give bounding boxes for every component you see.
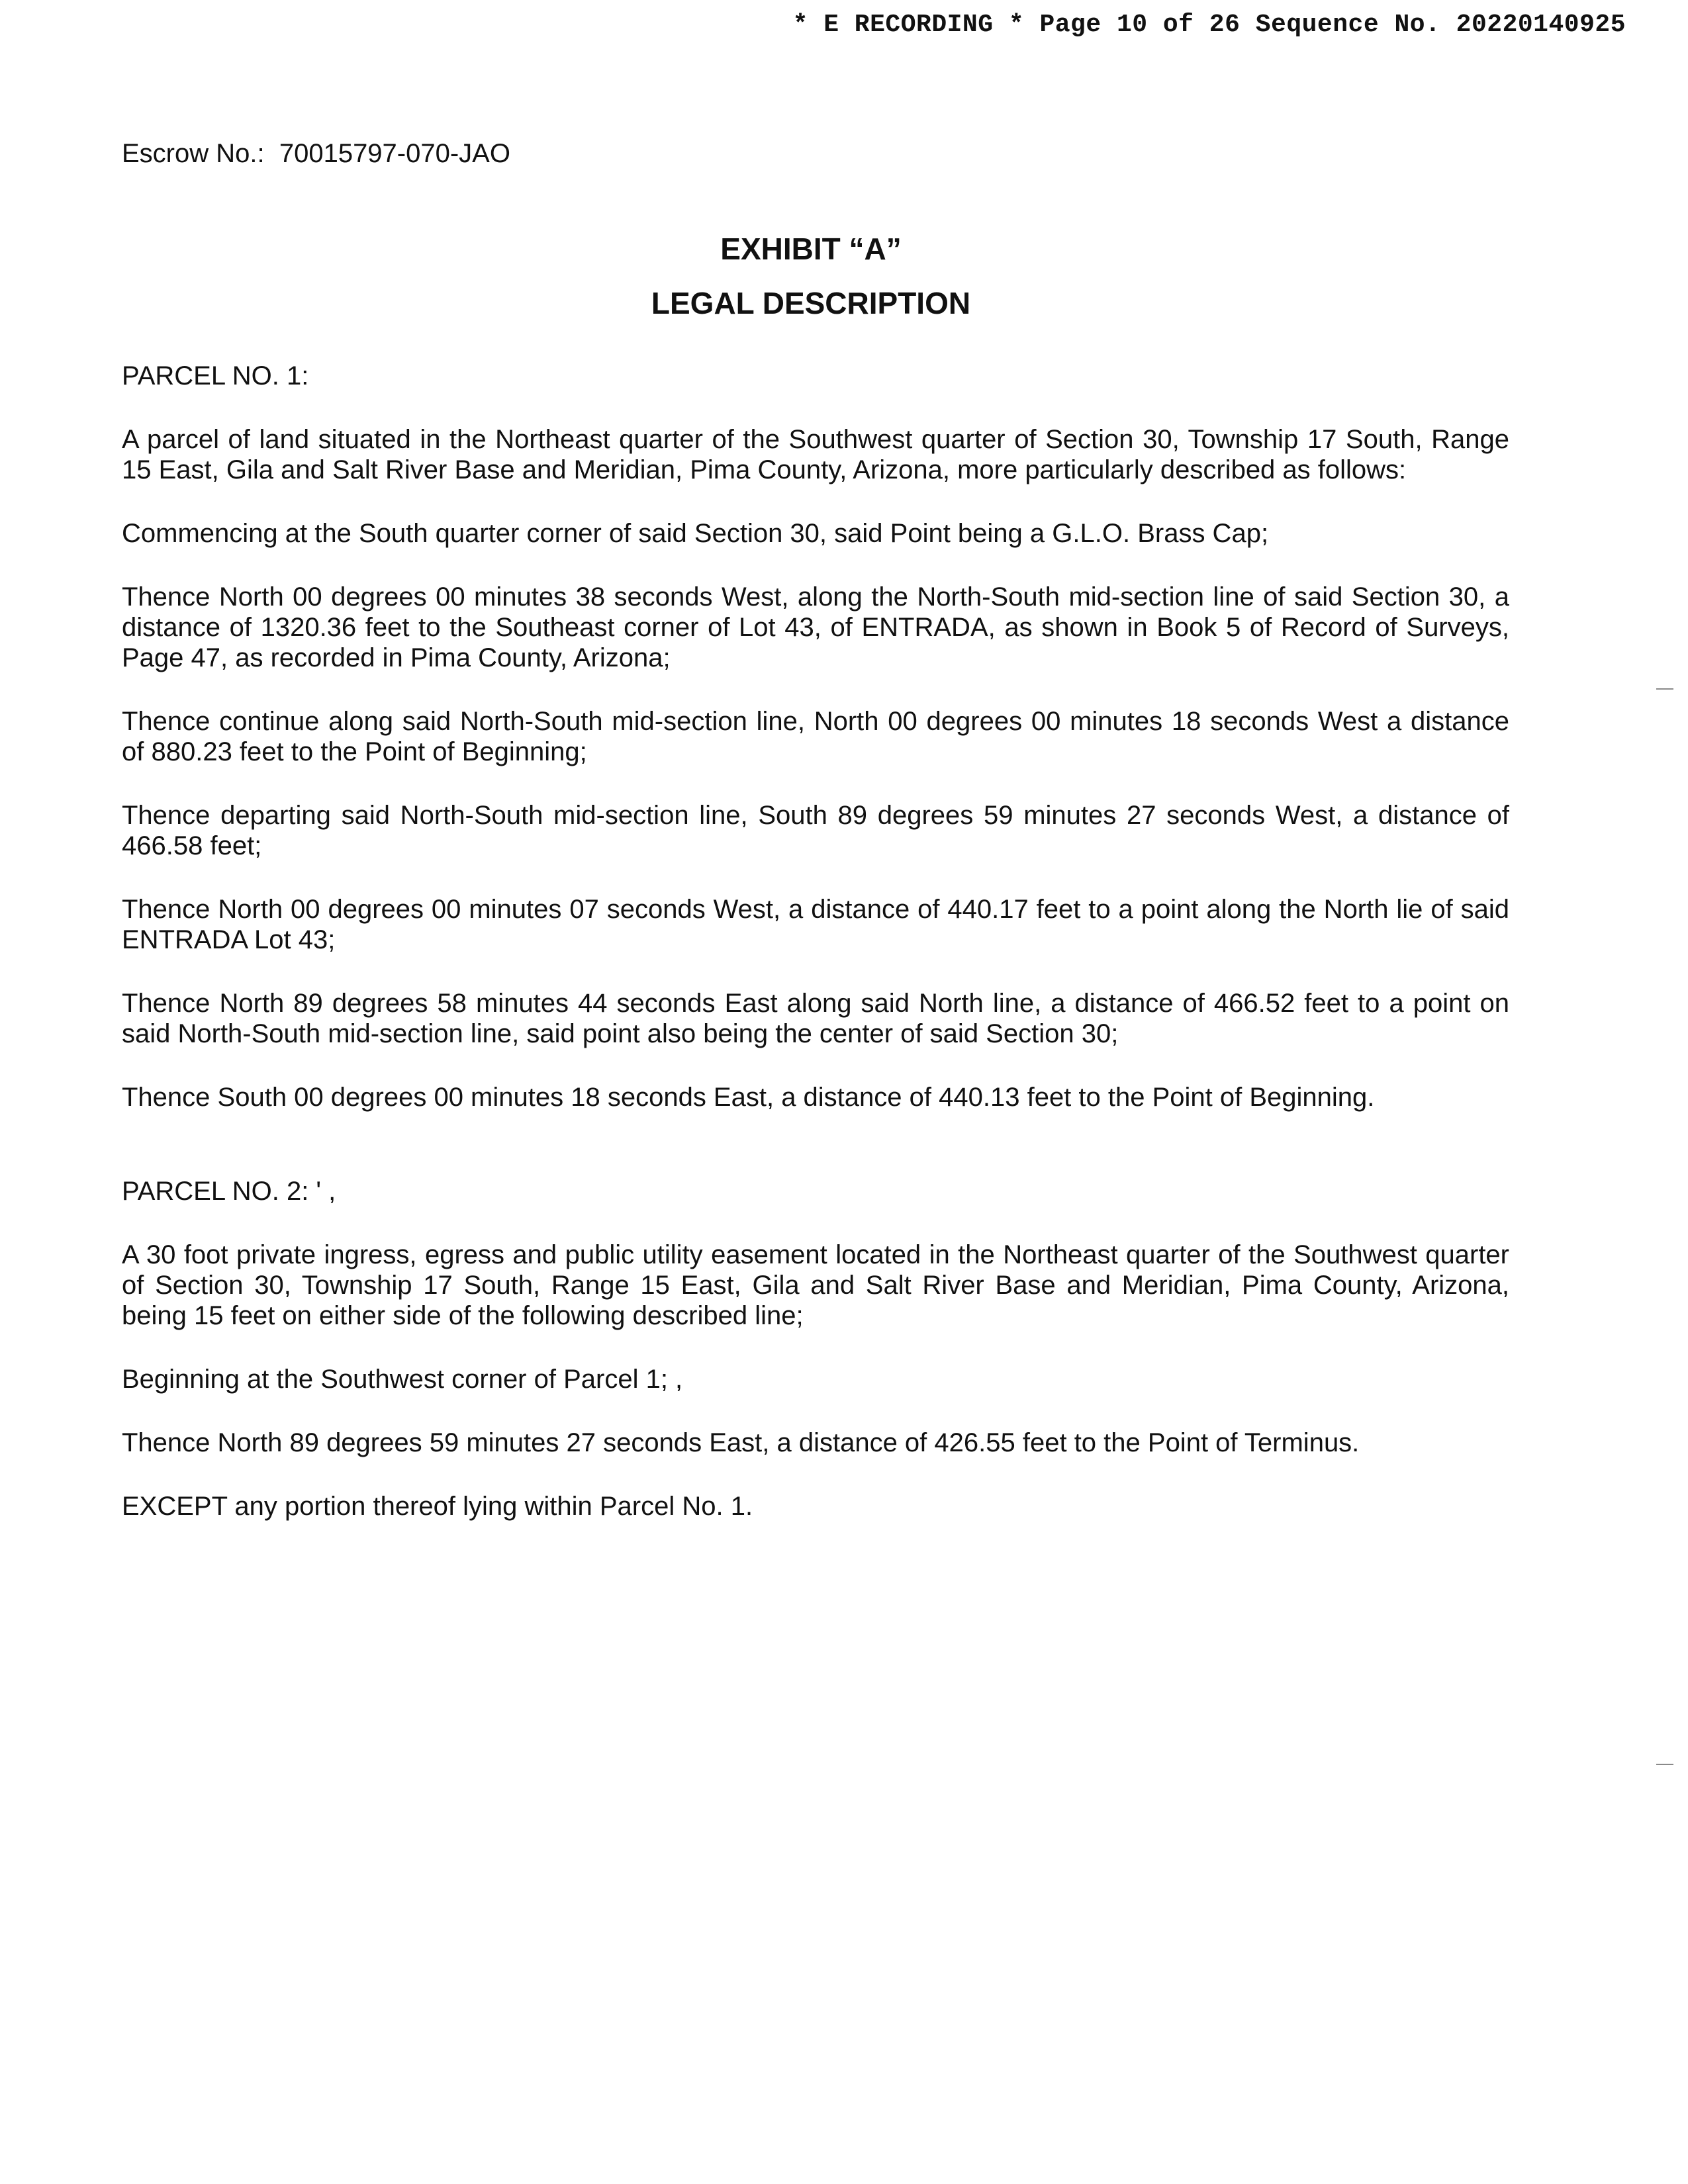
scan-margin-mark — [1656, 688, 1673, 690]
parcel-2-paragraph: EXCEPT any portion thereof lying within Parcel No. 1. — [122, 1492, 753, 1521]
exhibit-title: EXHIBIT “A” — [720, 232, 902, 266]
parcel-1-paragraph: A parcel of land situated in the Northeast quarter of the Southwest quarter of Section 30, Township 17 South, Range 15 East, Gila and Salt River Base and Meridian, Pima County, Arizona, more particularly described as follows: — [122, 425, 1509, 484]
parcel-2-paragraph: Thence North 89 degrees 59 minutes 27 seconds East, a distance of 426.55 feet to the Point of Terminus. — [122, 1428, 1360, 1457]
parcel-2-paragraph: A 30 foot private ingress, egress and public utility easement located in the Northeast quarter of the Southwest quarter of Section 30, Township 17 South, Range 15 East, Gila and Salt River Base and Meridian, Pima County, Arizona, being 15 feet on either side of the following described line; — [122, 1240, 1509, 1330]
parcel-1-paragraph: Thence North 89 degrees 58 minutes 44 seconds East along said North line, a distance of 466.52 feet to a point on said North-South mid-section line, said point also being the center of said Section 30; — [122, 989, 1509, 1048]
parcel-1-paragraph: Thence North 00 degrees 00 minutes 07 seconds West, a distance of 440.17 feet to a point along the North lie of said ENTRADA Lot 43; — [122, 895, 1509, 954]
parcel-1-paragraph: Thence North 00 degrees 00 minutes 38 seconds West, along the North-South mid-section line of said Section 30, a distance of 1320.36 feet to the Southeast corner of Lot 43, of ENTRADA, as shown in Book 5 of Record of Surveys, Page 47, as recorded in Pima County, Arizona; — [122, 582, 1509, 672]
parcel-2-heading: PARCEL NO. 2: ' , — [122, 1177, 336, 1206]
parcel-1-paragraph: Thence departing said North-South mid-section line, South 89 degrees 59 minutes 27 seconds West, a distance of 466.58 feet; — [122, 801, 1509, 860]
parcel-1-paragraph: Thence South 00 degrees 00 minutes 18 seconds East, a distance of 440.13 feet to the Point of Beginning. — [122, 1083, 1375, 1112]
parcel-2-paragraph: Beginning at the Southwest corner of Parcel 1; , — [122, 1365, 683, 1394]
escrow-number: Escrow No.: 70015797-070-JAO — [122, 139, 510, 168]
recording-stamp: * E RECORDING * Page 10 of 26 Sequence No. 20220140925 — [792, 11, 1626, 39]
parcel-1-heading: PARCEL NO. 1: — [122, 361, 309, 390]
legal-description-body — [122, 361, 1509, 1555]
parcel-1-paragraph: Commencing at the South quarter corner of said Section 30, said Point being a G.L.O. Brass Cap; — [122, 519, 1269, 548]
parcel-1-paragraph: Thence continue along said North-South mid-section line, North 00 degrees 00 minutes 18 seconds West a distance of 880.23 feet to the Point of Beginning; — [122, 707, 1509, 766]
exhibit-title-block — [0, 222, 1622, 330]
legal-description-title: LEGAL DESCRIPTION — [651, 286, 971, 320]
scan-margin-mark — [1656, 1764, 1673, 1765]
